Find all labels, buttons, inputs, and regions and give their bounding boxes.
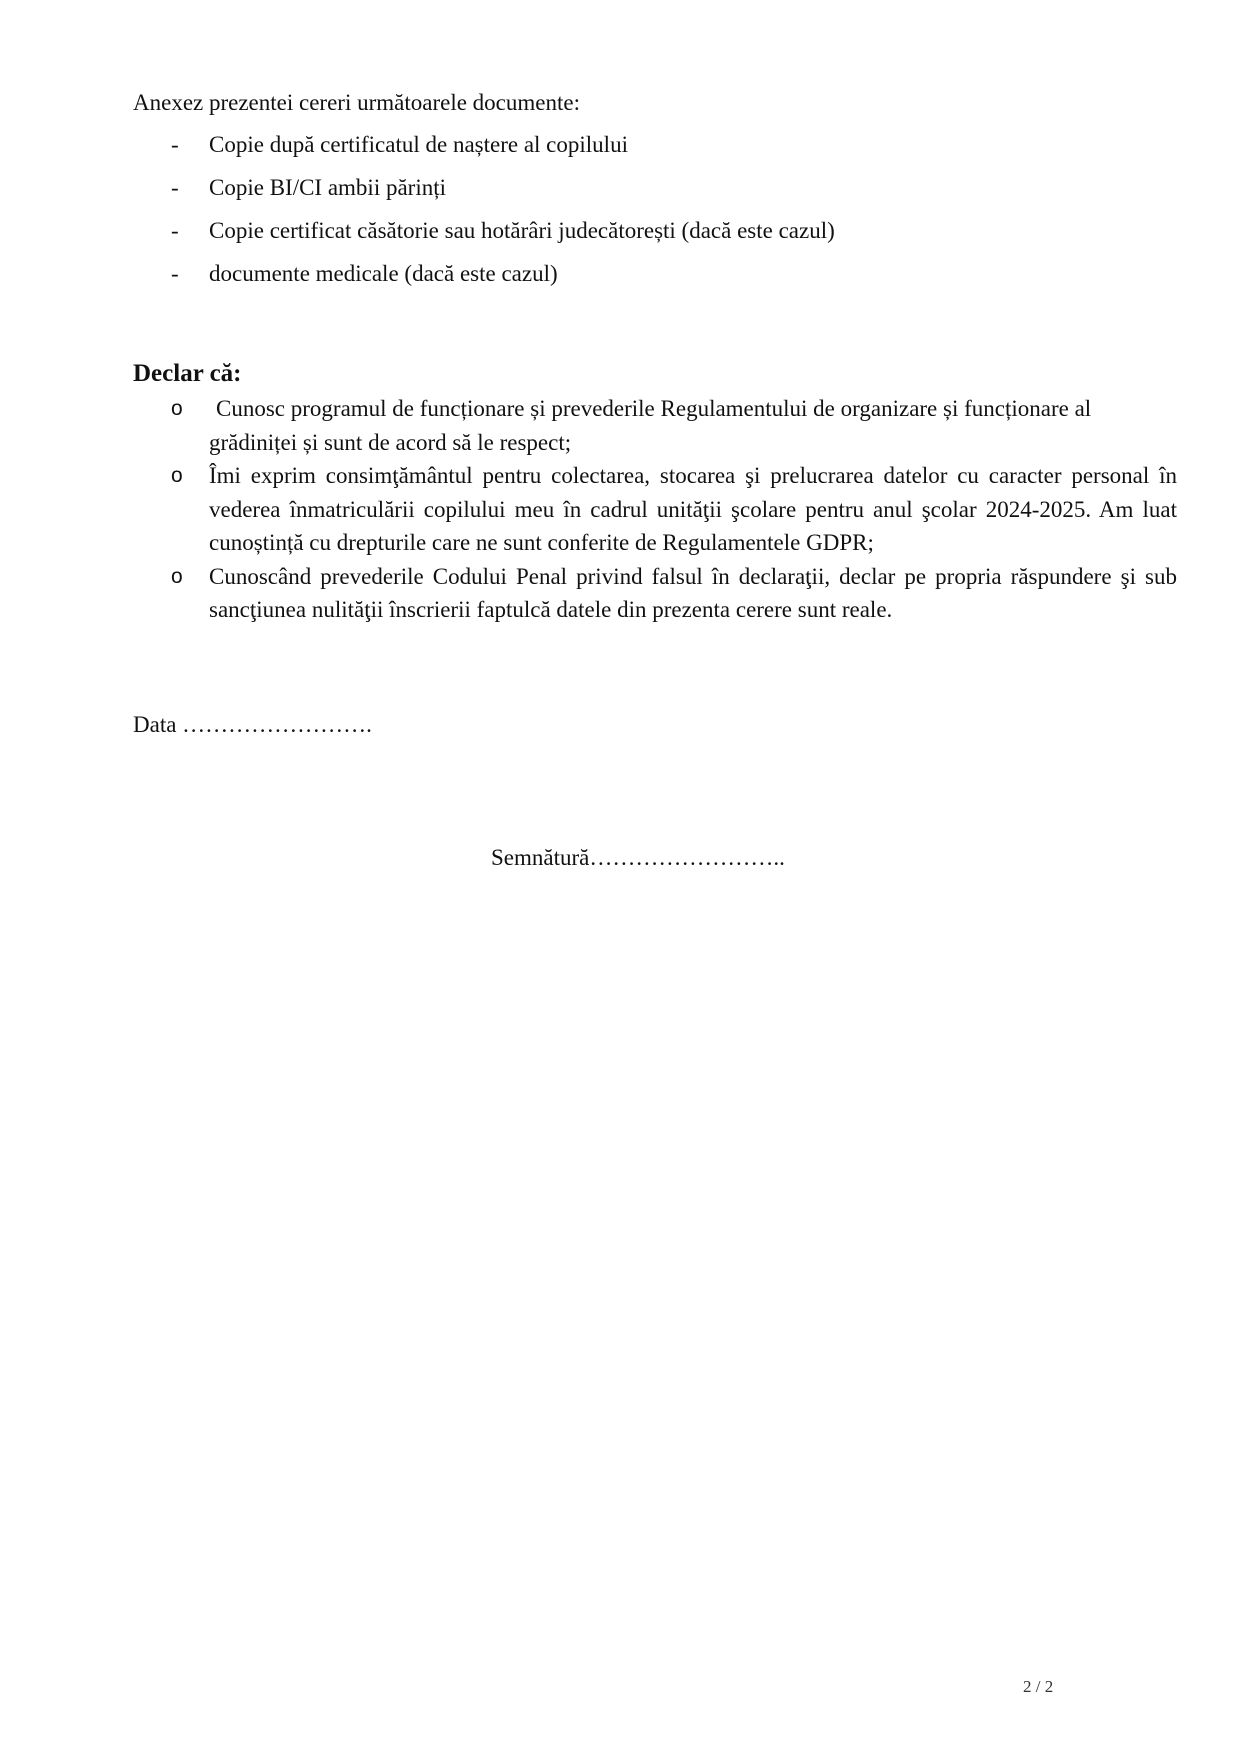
annex-list [133,128,1133,300]
dash-bullet: - [171,218,179,243]
list-item [133,128,1133,171]
dash-bullet: - [171,261,179,286]
circle-bullet-icon: o [171,564,183,588]
dash-bullet: - [171,132,179,157]
list-item [133,392,1177,459]
declaration-text: Cunosc programul de funcționare și prevederile Regulamentului de organizare și funcționare al grădiniței și sunt de acord să le respect; [209,396,1092,455]
annex-item-text: Copie BI/CI ambii părinți [209,175,446,200]
date-field-line: Data ……………………. [133,712,372,737]
page-number: 2 / 2 [1023,1677,1054,1696]
list-item [133,171,1133,214]
signature-field-line: Semnătură…………………….. [491,845,785,870]
declaration-text: Îmi exprim consimţământul pentru colectarea, stocarea şi prelucrarea datelor cu caracter personal în vederea înmatriculării copilului meu în cadrul unităţii şcolare pentru anul şcolar 2024-2025. Am luat cunoștință cu drepturile care ne sunt conferite de Regulamentele GDPR; [209,463,1177,555]
list-item [133,214,1133,257]
list-item [133,459,1177,560]
circle-bullet-icon: o [171,464,183,487]
list-item [133,257,1133,300]
declaration-heading: Declar că: [133,360,242,387]
dash-bullet: - [171,175,179,200]
annex-item-text: documente medicale (dacă este cazul) [209,261,558,286]
declaration-text: Cunoscând prevederile Codului Penal privind falsul în declaraţii, declar pe propria răspundere şi sub sancţiunea nulităţii înscrierii faptulcă datele din prezenta cerere sunt reale. [209,563,1177,622]
list-item [133,560,1177,627]
annex-item-text: Copie certificat căsătorie sau hotărâri judecătorești (dacă este cazul) [209,218,835,243]
annex-item-text: Copie după certificatul de naștere al copilului [209,132,628,157]
annex-intro: Anexez prezentei cereri următoarele documente: [133,90,580,115]
declaration-list [133,392,1177,627]
circle-bullet-icon: o [171,397,183,420]
